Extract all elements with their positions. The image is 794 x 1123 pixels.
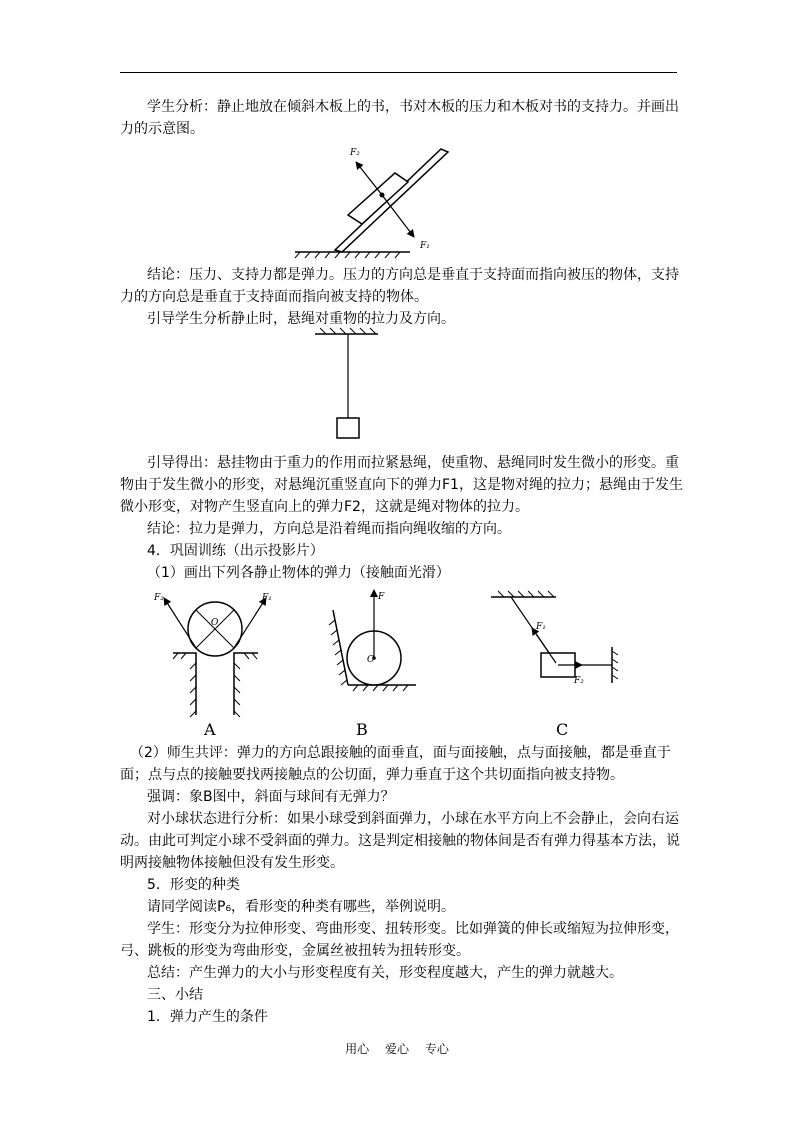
left-support (173, 653, 196, 715)
ceiling-hatch (498, 591, 554, 597)
force-f1-label: F₁ (420, 241, 430, 251)
force-f1-label: F₁ (536, 622, 546, 632)
paragraph-ball-analysis-line1: 对小球状态进行分析：如果小球受到斜面弹力，小球在水平方向上不会静止，会向右运 (147, 811, 679, 827)
paragraph-derivation-line1: 引导得出：悬挂物由于重力的作用而拉紧悬绳，使重物、悬绳同时发生微小的形变。重 (147, 455, 679, 471)
wall-hatch (612, 651, 618, 679)
paragraph-review-line1: （2）师生共评：弹力的方向总跟接触的面垂直，面与面接触，点与面接触，都是垂直于 (130, 745, 671, 761)
paragraph-student-analysis-line2: 力的示意图。 (120, 121, 204, 137)
paragraph-derivation-line2: 物由于发生微小的形变，对悬绳沉重竖直向下的弹力F1，这是物对绳的拉力；悬绳由于发生 (120, 477, 683, 493)
paragraph-ball-analysis-line2: 动。由此可判定小球不受斜面的弹力。这是判定相接触的物体间是否有弹力得基本方法，说 (120, 833, 680, 849)
incline-book-figure (290, 140, 470, 260)
paragraph-derivation-line3: 微小形变，对物产生竖直向上的弹力F2，这就是绳对物体的拉力。 (120, 499, 529, 515)
force-f1-arrow (382, 195, 414, 237)
ceiling-hatch (320, 328, 376, 334)
section-heading-deformation: 5．形变的种类 (147, 877, 240, 893)
ground-hatch (353, 685, 408, 691)
center-label: O (367, 655, 375, 665)
section-heading-summary: 三、小结 (147, 987, 203, 1003)
figure-a-caption: A (204, 720, 216, 739)
center-label: O (211, 618, 219, 628)
figure-b-caption: B (356, 720, 368, 739)
paragraph-review-line2: 面；点与点的接触要找两接触点的公切面，弹力垂直于这个共切面指向被支持物。 (120, 767, 624, 783)
support-hatch (173, 653, 257, 717)
inclined-board (335, 149, 448, 252)
paragraph-conclusion-tension: 结论：拉力是弹力，方向总是沿着绳而指向绳收缩的方向。 (147, 521, 511, 537)
ground-hatch (295, 252, 400, 258)
section-heading-practice: 4．巩固训练（出示投影片） (147, 543, 324, 559)
figure-c-caption: C (556, 720, 569, 739)
paragraph-guide-rope: 引导学生分析静止时，悬绳对重物的拉力及方向。 (147, 311, 455, 327)
force-f1-label: F₁ (262, 593, 272, 603)
force-f2-label: F₂ (350, 148, 360, 158)
summary-item-1: 1．弹力产生的条件 (147, 1009, 268, 1025)
paragraph-student-analysis-line1: 学生分析：静止地放在倾斜木板上的书，书对木板的压力和木板对书的支持力。并画出 (147, 99, 679, 115)
force-f2-arrow (356, 162, 382, 195)
force-f2-label: F₂ (574, 676, 584, 686)
figure-b (318, 585, 418, 740)
right-support (234, 653, 258, 715)
paragraph-emphasis: 强调：象B图中，斜面与球间有无弹力？ (147, 789, 395, 805)
page-footer (0, 1040, 794, 1057)
paragraph-exercise-1: （1）画出下列各静止物体的弹力（接触面光滑） (147, 565, 450, 581)
paragraph-read-instruction: 请同学阅读P₆，看形变的种类有哪些，举例说明。 (147, 899, 456, 915)
footer-item-1: 用心 (345, 1042, 370, 1056)
force-f2-label: F₂ (154, 593, 164, 603)
weight-block (337, 418, 359, 438)
incline-hatch (329, 620, 347, 685)
paragraph-student-answer-line1: 学生：形变分为拉伸形变、弯曲形变、扭转形变。比如弹簧的伸长或缩短为拉伸形变， (147, 921, 679, 937)
paragraph-conclusion-line2: 力的方向总是垂直于支持面而指向被支持的物体。 (120, 289, 428, 305)
figure-a (148, 585, 278, 740)
footer-item-2: 爱心 (384, 1042, 409, 1056)
paragraph-conclusion-line1: 结论：压力、支持力都是弹力。压力的方向总是垂直于支持面而指向被压的物体，支持 (147, 267, 679, 283)
force-f-label: F (378, 592, 385, 602)
header-rule (120, 72, 677, 73)
footer-item-3: 专心 (424, 1042, 449, 1056)
paragraph-student-answer-line2: 弓、跳板的形变为弯曲形变，金属丝被扭转为扭转形变。 (120, 943, 470, 959)
paragraph-summary: 总结：产生弹力的大小与形变程度有关，形变程度越大，产生的弹力就越大。 (147, 965, 623, 981)
paragraph-ball-analysis-line3: 明两接触物体接触但没有发生形变。 (120, 855, 344, 871)
figure-c (486, 585, 621, 740)
hanging-weight-figure (310, 328, 380, 443)
